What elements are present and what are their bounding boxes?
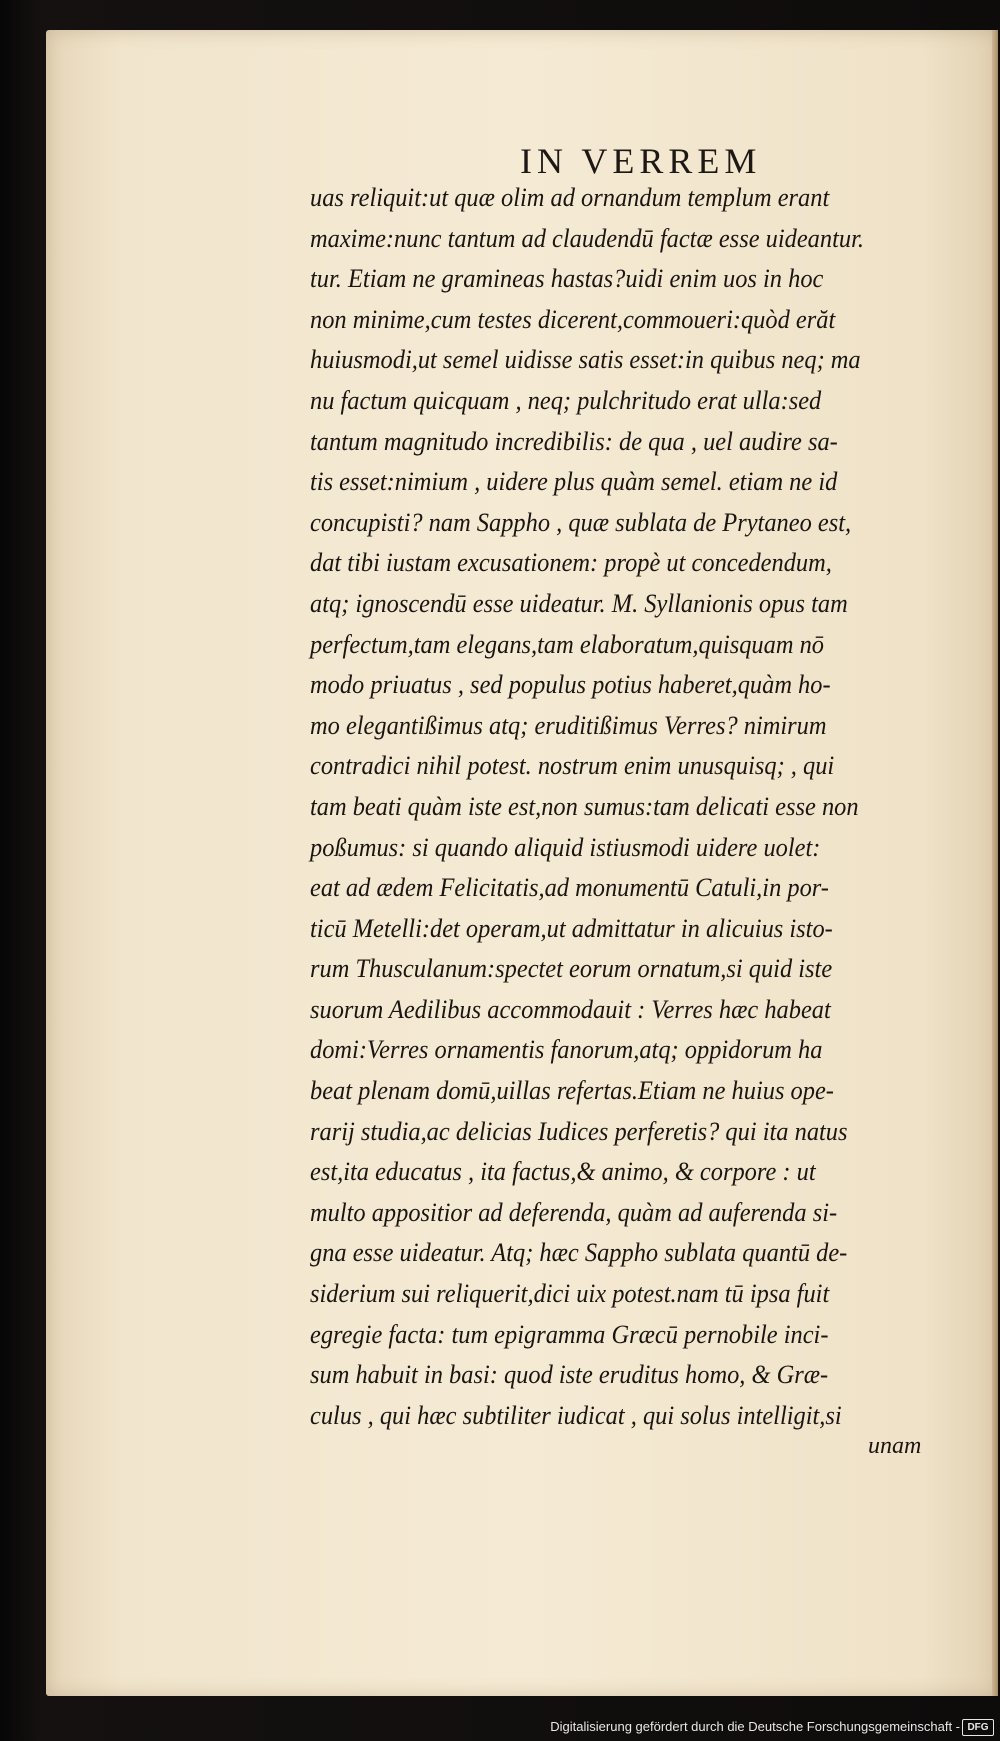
- text-line: egregie facta: tum epigramma Græcū pernobile inci-: [310, 1319, 829, 1349]
- text-line: domi:Verres ornamentis fanorum,atq; oppidorum ha: [310, 1035, 823, 1065]
- text-line: rarij studia,ac delicias Iudices perferetis? qui ita natus: [310, 1116, 848, 1146]
- text-line: tantum magnitudo incredibilis: de qua , uel audire sa-: [310, 426, 838, 456]
- text-line: rum Thusculanum:spectet eorum ornatum,si quid iste: [310, 954, 833, 984]
- catchword: unam: [868, 1433, 922, 1459]
- text-line: poßumus: si quando aliquid istiusmodi uidere uolet:: [310, 832, 821, 862]
- text-line: perfectum,tam elegans,tam elaboratum,quisquam nō: [310, 629, 824, 659]
- text-line: uas reliquit:ut quæ olim ad ornandum templum erant: [310, 183, 830, 212]
- text-line: siderium sui reliquerit,dici uix potest.nam tū ipsa fuit: [310, 1279, 830, 1309]
- text-line: gna esse uideatur. Atq; hæc Sappho sublata quantū de-: [310, 1238, 848, 1268]
- text-line: nu factum quicquam , neq; pulchritudo erat ulla:sed: [310, 385, 822, 415]
- text-line: suorum Aedilibus accommodauit : Verres hæc habeat: [310, 994, 831, 1024]
- footer-bar: [0, 1714, 1000, 1741]
- text-block: [310, 178, 970, 1436]
- footer-credit: Digitalisierung gefördert durch die Deutsche Forschungsgemeinschaft -: [550, 1719, 960, 1734]
- text-line: maxime:nunc tantum ad claudendū factæ esse uideantur.: [310, 223, 864, 253]
- text-line: non minime,cum testes dicerent,commoueri:quòd erăt: [310, 304, 836, 334]
- dfg-logo: DFG: [962, 1719, 994, 1736]
- text-line: tis esset:nimium , uidere plus quàm semel. etiam ne id: [310, 467, 838, 497]
- text-line: mo elegantißimus atq; eruditißimus Verres? nimirum: [310, 710, 827, 740]
- text-line: atq; ignoscendū esse uideatur. M. Syllanionis opus tam: [310, 588, 848, 618]
- text-line: dat tibi iustam excusationem: propè ut concedendum,: [310, 548, 832, 578]
- page-edge: [992, 30, 998, 1696]
- text-line: multo appositior ad deferenda, quàm ad auferenda si-: [310, 1197, 838, 1227]
- text-line: modo priuatus , sed populus potius haberet,quàm ho-: [310, 670, 831, 700]
- text-line: culus , qui hæc subtiliter iudicat , qui solus intelligit,si: [310, 1400, 842, 1430]
- text-line: est,ita educatus , ita factus,& animo, & corpore : ut: [310, 1157, 816, 1187]
- text-line: eat ad ædem Felicitatis,ad monumentū Catuli,in por-: [310, 873, 829, 903]
- text-line: huiusmodi,ut semel uidisse satis esset:in quibus neq; ma: [310, 345, 861, 375]
- text-line: tam beati quàm iste est,non sumus:tam delicati esse non: [310, 791, 859, 821]
- text-line: contradici nihil potest. nostrum enim unusquisq; , qui: [310, 751, 835, 781]
- text-line: tur. Etiam ne gramineas hastas?uidi enim uos in hoc: [310, 264, 824, 294]
- text-line: sum habuit in basi: quod iste eruditus homo, & Græ-: [310, 1360, 829, 1390]
- text-line: beat plenam domū,uillas refertas.Etiam ne huius ope-: [310, 1076, 834, 1106]
- text-line: concupisti? nam Sappho , quæ sublata de Prytaneo est,: [310, 507, 852, 537]
- running-head: IN VERREM: [520, 141, 762, 181]
- text-line: ticū Metelli:det operam,ut admittatur in alicuius isto-: [310, 913, 833, 943]
